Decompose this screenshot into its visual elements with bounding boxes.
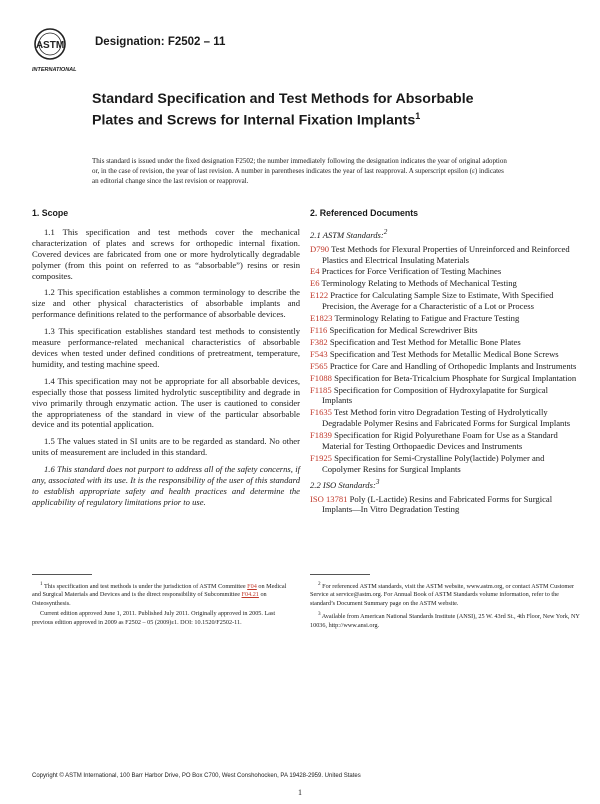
reference-item [310,290,580,312]
page-number: 1 [298,788,302,797]
scope-1-5: 1.5 The values stated in SI units are to be regarded as standard. No other units of measurement are included in this standard. [32,436,300,458]
document-title: Standard Specification and Test Methods for Absorbable Plates and Screws for Internal Fixation Implants$^1$ [92,91,474,129]
reference-title: Poly (L-Lactide) Resins and Fabricated Forms for Surgical Implants—In Vitro Degradation Testing [322,493,553,515]
reference-item [310,494,580,516]
reference-list [310,244,580,475]
reference-title: Specification for Rigid Polyurethane Foam for Use as a Standard Material for Testing Orthopaedic Devices and Instruments [322,430,558,452]
reference-item [310,278,580,289]
reference-item [310,337,580,348]
reference-title: Terminology Relating to Fatigue and Fracture Testing [334,313,520,324]
scope-1-2: 1.2 This specification establishes a common terminology to describe the size and other physical characteristics of absorbable implants and performance definitions related to the performance of absorbable devices. [32,287,300,320]
svg-text:INTERNATIONAL: INTERNATIONAL [32,67,77,73]
committee-f04-link[interactable]: F04 [247,583,257,591]
right-column [310,208,580,516]
reference-title: Test Method forin vitro Degradation Testing of Hydrolytically Degradable Polymer Resins and Fabricated Forms for Surgical Implants [322,407,571,429]
astm-logo [30,26,88,76]
footnotes-left: $^1$ This specification and test methods is under the jurisdiction of ASTM Committee F04 on Medical and Surgical Materials and Devices and is the direct responsibility of Subcommittee F04.21 on Osteosynthesis. Current edition approved June 1, 2011. Published July 2011. Originally approved in 2005. Last previous edition approved in 2009 as F2502 – 05 (2009)ε1. DOI: 10.1520/F2502-11. [32,581,287,626]
reference-code-link[interactable]: F116 [310,325,328,336]
reference-code-link[interactable]: D790 [310,243,330,254]
footnote-rule-left [32,574,92,575]
reference-title: Practice for Calculating Sample Size to Estimate, With Specified Precision, the Average for a Characteristic of a Lot or Process [322,290,554,312]
title-footnote-marker: 1 [415,110,421,121]
left-column [32,208,300,514]
reference-item [310,407,580,429]
scope-1-1: 1.1 This specification and test methods cover the mechanical characterization of plates and screws for orthopedic internal fixation. Covered devices are fabricated from one or more hydrolytically degradable polymer (from this point on referred to as “absorbable”) resins or resin composites. [32,226,300,281]
reference-title: Practice for Care and Handling of Orthopedic Implants and Instruments [329,360,577,371]
reference-item [310,266,580,277]
reference-item [310,430,580,452]
reference-code-link[interactable]: F565 [310,360,328,371]
reference-title: Practices for Force Verification of Testing Machines [321,266,502,277]
reference-code-link[interactable]: F1088 [310,372,332,383]
reference-title: Specification and Test Method for Metallic Bone Plates [329,336,521,347]
astm-standards-subheading: 2.1 ASTM Standards:$^2$ [310,227,388,240]
subcommittee-f0421-link[interactable]: F04.21 [241,591,259,599]
scope-1-4: 1.4 This specification may not be appropriate for all absorbable devices, especially those that possess limited hydrolytic susceptibility and degrade in vivo primarily through enzymatic action. The user is cautioned to consider the appropriateness of the standard in view of the particular absorbable device and its potential application. [32,375,300,430]
reference-item [310,385,580,407]
reference-item [310,453,580,475]
reference-code-link[interactable]: F1839 [310,430,332,441]
reference-item [310,313,580,324]
svg-text:ASTM: ASTM [35,40,65,51]
reference-code-link[interactable]: E6 [310,278,320,289]
reference-code-link[interactable]: E122 [310,290,329,301]
reference-title: Specification and Test Methods for Metallic Medical Bone Screws [329,348,559,359]
designation: Designation: F2502 – 11 [95,36,226,48]
reference-item [310,349,580,360]
iso-reference-list [310,494,580,516]
refs-heading: 2. Referenced Documents [310,208,419,218]
copyright-line: Copyright © ASTM International, 100 Barr Harbor Drive, PO Box C700, West Conshohocken, PA 19428-2959. United States [32,773,361,779]
reference-item [310,373,580,384]
reference-title: Specification for Medical Screwdriver Bits [329,325,478,336]
reference-title: Specification for Beta-Tricalcium Phosphate for Surgical Implantation [334,372,577,383]
reference-item [310,361,580,372]
reference-title: Specification for Composition of Hydroxylapatite for Surgical Implants [322,384,548,406]
scope-heading: 1. Scope [32,208,69,218]
reference-code-link[interactable]: F543 [310,348,328,359]
reference-code-link[interactable]: E1823 [310,313,333,324]
reference-code-link[interactable]: F1925 [310,452,332,463]
scope-1-6: 1.6 This standard does not purport to address all of the safety concerns, if any, associated with its use. It is the responsibility of the user of this standard to establish appropriate safety and health practices and determine the applicability of regulatory limitations prior to use. [32,464,300,507]
footnote-rule-right [310,574,370,575]
intro-note: This standard is issued under the fixed designation F2502; the number immediately following the designation indicates the year of original adoption or, in the case of revision, the year of last revision. A number in parentheses indicates the year of last reapproval. A superscript epsilon (ε) indicates an editorial change since the last revision or reapproval. [92,157,507,185]
scope-1-3: 1.3 This specification establishes standard test methods to consistently measure performance-related mechanical characteristics of absorbable devices when tested under defined conditions of pretreatment, temperature, humidity, and testing machine speed. [32,326,300,369]
reference-code-link[interactable]: E4 [310,266,320,277]
reference-code-link[interactable]: F1185 [310,384,332,395]
reference-title: Specification for Semi-Crystalline Poly(lactide) Polymer and Copolymer Resins for Surgical Implants [322,452,545,474]
reference-title: Terminology Relating to Methods of Mechanical Testing [321,278,517,289]
reference-item [310,244,580,266]
iso-standards-subheading: 2.2 ISO Standards:$^3$ [310,477,380,490]
reference-code-link[interactable]: ISO 13781 [310,493,348,504]
reference-code-link[interactable]: F1635 [310,407,332,418]
reference-item [310,325,580,336]
reference-title: Test Methods for Flexural Properties of Unreinforced and Reinforced Plastics and Electrical Insulating Materials [322,243,570,265]
reference-code-link[interactable]: F382 [310,336,328,347]
footnotes-right: $^2$ For referenced ASTM standards, visit the ASTM website, www.astm.org, or contact ASTM Customer Service at service@astm.org. For Annual Book of ASTM Standards volume information, refer to the standard’s Document Summary page on the ASTM website. $^3$ Available from American National Standards Institute (ANSI), 25 W. 43rd St., 4th Floor, New York, NY 10036, http://www.ansi.org. [310,581,580,629]
